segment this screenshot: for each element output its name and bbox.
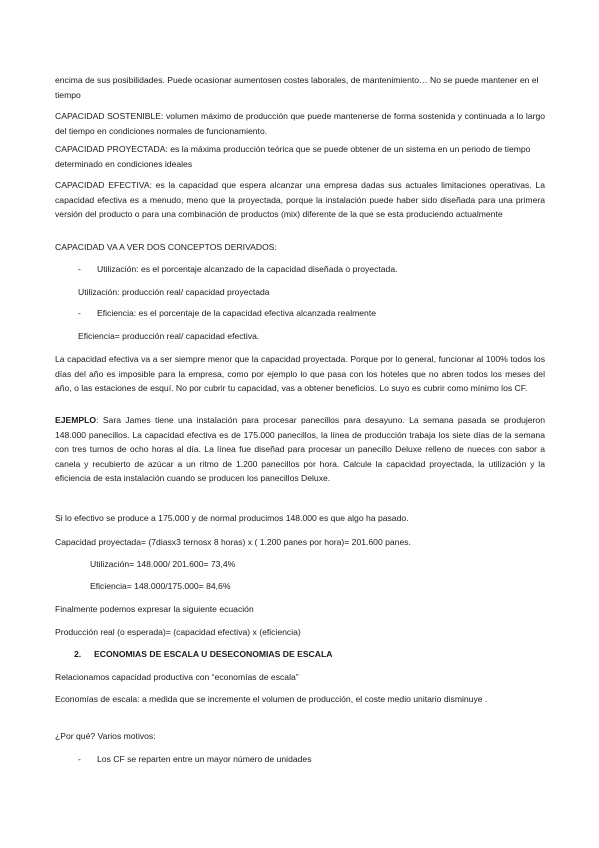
bullet-dash: - [78,754,81,764]
bullet-utilizacion: Utilización: es el porcentaje alcanzado de la capacidad diseñada o proyectada. [97,264,398,274]
bullet-eficiencia: Eficiencia: es el porcentaje de la capacidad efectiva alcanzada realmente [97,308,376,318]
paragraph-efectivo: Si lo efectivo se produce a 175.000 y de normal producimos 148.000 es que algo ha pasado. [55,513,409,523]
paragraph-ecuacion-intro: Finalmente podemos expresar la siguiente ecuación [55,604,254,614]
paragraph-conceptos-derivados: CAPACIDAD VA A VER DOS CONCEPTOS DERIVADOS: [55,242,277,252]
paragraph-ecuacion: Producción real (o esperada)= (capacidad efectiva) x (eficiencia) [55,627,301,637]
bullet-dash: - [78,308,81,318]
paragraph-ejemplo [55,413,545,486]
paragraph-economias-escala: Economías de escala: a medida que se incremente el volumen de producción, el coste medio unitario disminuye . [55,694,488,704]
paragraph-capacidad-comparacion: La capacidad efectiva va a ser siempre menor que la capacidad proyectada. Porque por lo general, funcionar al 100% todos los días del año es imposible para la empresa, como por ejemplo lo que pasa con los hoteles que no abren todos los meses del año, o las estaciones de esquí. No por cubrir tu capacidad, vas a obtener beneficios. Lo suyo es cubrir como mínimo los CF. [55,354,545,393]
paragraph-capacidad-sostenible: CAPACIDAD SOSTENIBLE: volumen máximo de producción que puede mantenerse de forma sostenida y continuada a lo largo del tiempo en condiciones normales de funcionamiento. [55,111,545,136]
formula-utilizacion: Utilización: producción real/ capacidad proyectada [78,287,270,297]
bullet-costes-fijos: Los CF se reparten entre un mayor número de unidades [97,754,312,764]
section-title: ECONOMIAS DE ESCALA U DESECONOMIAS DE ESCALA [94,649,333,659]
ejemplo-label: EJEMPLO [55,415,97,425]
paragraph-por-que: ¿Por qué? Varios motivos: [55,731,156,741]
bullet-dash: - [78,264,81,274]
formula-eficiencia: Eficiencia= producción real/ capacidad efectiva. [78,331,260,341]
calc-utilizacion: Utilización= 148.000/ 201.600= 73,4% [90,559,236,569]
ejemplo-text: : Sara James tiene una instalación para procesar panecillos para desayuno. La semana pasada se produjeron 148.000 panecillos. La capacidad efectiva es de 175.000 panecillos, la línea de producción trabaja los siete días de la semana con tres turnos de ocho horas al día. La línea fue diseñad para procesar un panecillo Deluxe relleno de nueces con sabor a canela y recubierto de azúcar a un ritmo de 1.200 panecillos por hora. Calcule la capacidad proyectada, la utilización y la eficiencia de esta instalación cuando se producen los panecillos Deluxe. [55,415,545,483]
section-heading [74,647,332,662]
paragraph-intro: encima de sus posibilidades. Puede ocasionar aumentosen costes laborales, de mantenimiento… No se puede mantener en el tiempo [55,75,539,100]
paragraph-capacidad-calculo: Capacidad proyectada= (7diasx3 ternosx 8 horas) x ( 1.200 panes por hora)= 201.600 panes. [55,537,411,547]
paragraph-capacidad-efectiva: CAPACIDAD EFECTIVA: es la capacidad que espera alcanzar una empresa dadas sus actuales limitaciones operativas. La capacidad efectiva es a menudo, meno que la proyectada, porque la instalación puede haber sido diseñada para una primera versión del producto o para una combinación de productos (mix) diferente de la que se esta produciendo actualmente [55,180,545,219]
paragraph-relacionamos: Relacionamos capacidad productiva con “economías de escala” [55,672,299,682]
paragraph-capacidad-proyectada: CAPACIDAD PROYECTADA: es la máxima producción teórica que se puede obtener de un sistema en un periodo de tiempo determinado en condiciones ideales [55,144,531,169]
calc-eficiencia: Eficiencia= 148.000/175.000= 84,6% [90,581,231,591]
section-number: 2. [74,649,82,659]
